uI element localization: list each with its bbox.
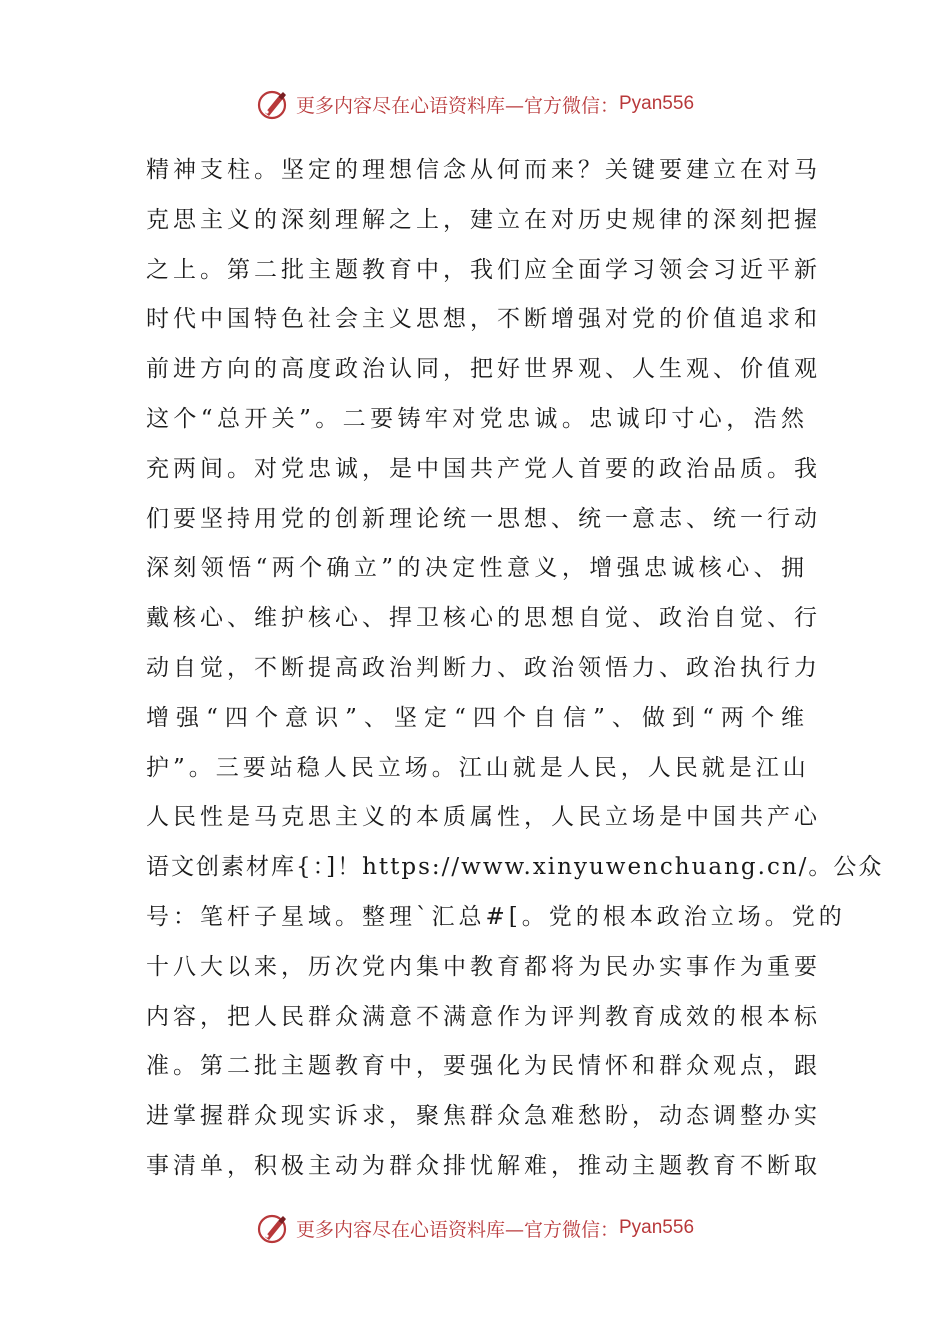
text-line: 人民性是马克思主义的本质属性，人民立场是中国共产心 xyxy=(146,804,821,831)
watermark-text: 更多内容尽在心语资料库—官方微信： xyxy=(295,1218,619,1241)
text-line: 内容，把人民群众满意不满意作为评判教育成效的根本标 xyxy=(146,1003,821,1030)
text-line: 前进方向的高度政治认同，把好世界观、人生观、价值观 xyxy=(146,356,821,383)
pen-logo-icon xyxy=(256,1211,290,1245)
text-line: 十八大以来，历次党内集中教育都将为民办实事作为重要 xyxy=(146,953,821,980)
text-line: 精神支柱。坚定的理想信念从何而来？关键要建立在对马 xyxy=(146,157,821,183)
body-text xyxy=(146,146,884,1192)
watermark-text: 更多内容尽在心语资料库—官方微信： xyxy=(295,94,619,117)
footer-watermark xyxy=(0,1208,950,1248)
text-line: 语文创素材库{：]！https://www.xinyuwenchuang.cn/。公众 xyxy=(146,854,884,881)
text-line: 们要坚持用党的创新理论统一思想、统一意志、统一行动 xyxy=(146,505,821,532)
text-line: 护”。三要站稳人民立场。江山就是人民，人民就是江山 xyxy=(146,754,810,781)
text-line: 之上。第二批主题教育中，我们应全面学习领会习近平新 xyxy=(146,256,821,283)
text-line: 戴核心、维护核心、捍卫核心的思想自觉、政治自觉、行 xyxy=(146,605,821,632)
text-line: 动自觉，不断提高政治判断力、政治领悟力、政治执行力 xyxy=(146,654,821,681)
watermark-wechat-id: Pyan556 xyxy=(619,1217,695,1238)
text-line: 进掌握群众现实诉求，聚焦群众急难愁盼，动态调整办实 xyxy=(146,1103,821,1130)
pen-logo-icon xyxy=(256,87,290,121)
text-line: 号：笔杆子星域。整理`汇总#[。党的根本政治立场。党的 xyxy=(146,903,846,930)
text-line: 时代中国特色社会主义思想，不断增强对党的价值追求和 xyxy=(146,306,821,333)
text-line: 事清单，积极主动为群众排忧解难，推动主题教育不断取 xyxy=(146,1152,821,1179)
text-line: 充两间。对党忠诚，是中国共产党人首要的政治品质。我 xyxy=(146,455,821,482)
text-line: 增强“四个意识”、坚定“四个自信”、做到“两个维 xyxy=(146,704,808,731)
text-line: 这个“总开关”。二要铸牢对党忠诚。忠诚印寸心，浩然 xyxy=(146,405,808,432)
header-watermark xyxy=(0,84,950,124)
watermark-wechat-id: Pyan556 xyxy=(619,93,695,114)
text-line: 深刻领悟“两个确立”的决定性意义，增强忠诚核心、拥 xyxy=(146,555,808,582)
text-line: 准。第二批主题教育中，要强化为民情怀和群众观点，跟 xyxy=(146,1053,821,1080)
text-line: 克思主义的深刻理解之上，建立在对历史规律的深刻把握 xyxy=(146,206,821,233)
